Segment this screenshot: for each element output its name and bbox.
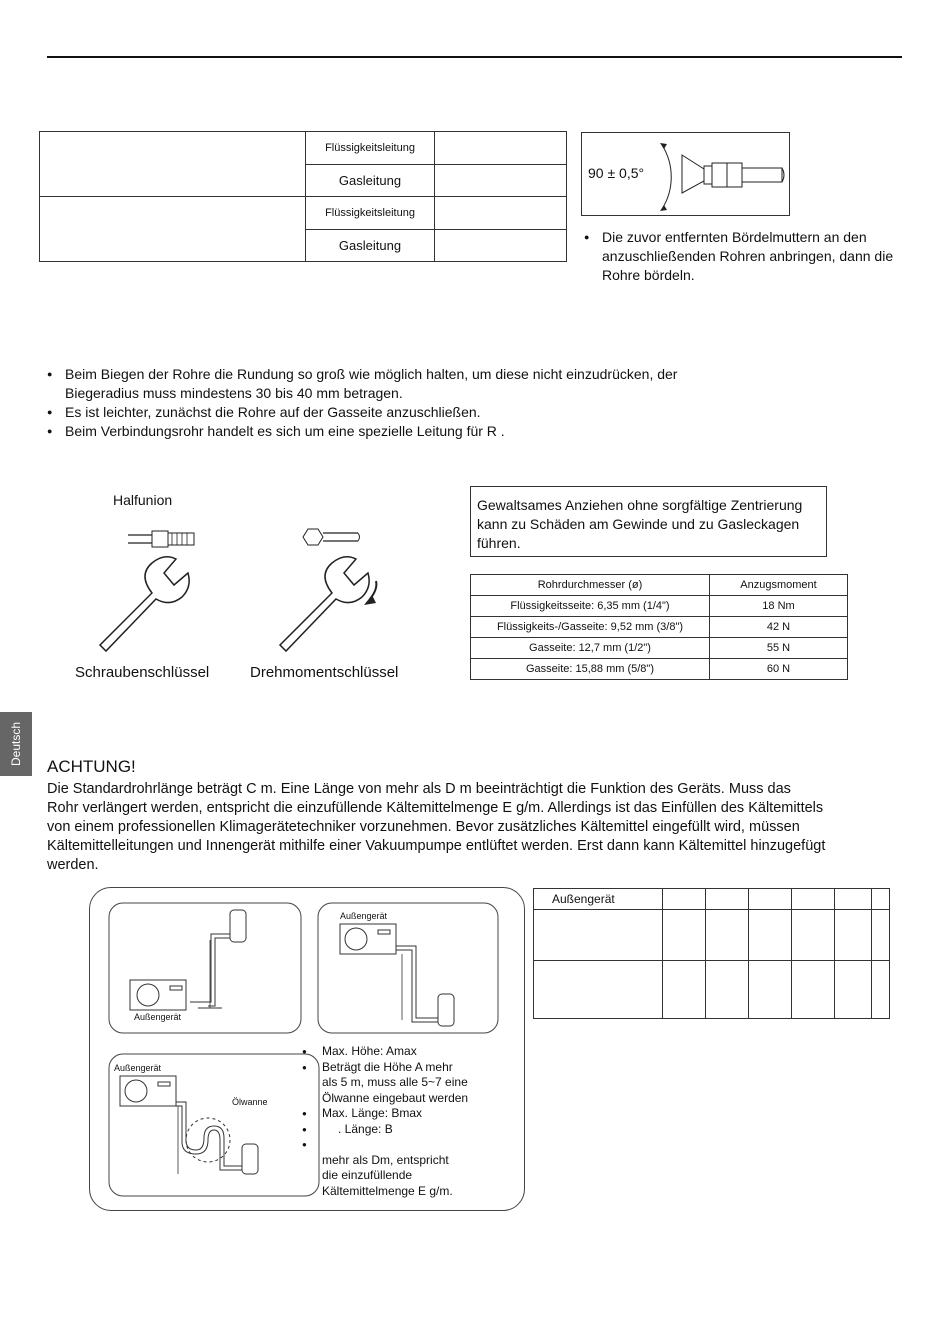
bending-bullet: ● Es ist leichter, zunächst die Rohre auf der Gasseite anzuschließen. xyxy=(47,403,747,422)
pipe-table-line-cell: Gasleitung xyxy=(306,230,435,262)
bending-bullet: ● Beim Biegen der Rohre die Rundung so groß wie möglich halten, um diese nicht einzudrücken, der Biegeradius muss mindestens 30 bis 40 mm betragen. xyxy=(47,365,747,403)
install-note: ● Max. Länge: Bmax xyxy=(302,1106,423,1120)
language-tab xyxy=(0,712,32,776)
pipe-table-line-cell: Gasleitung xyxy=(306,165,435,197)
unit-table-cell xyxy=(534,910,663,961)
unit-table-cell xyxy=(792,889,835,910)
halfunion-label: Halfunion xyxy=(113,492,173,508)
unit-table-cell xyxy=(706,889,749,910)
torque-table-cell: 42 N xyxy=(710,617,848,638)
warning-box: Gewaltsames Anziehen ohne sorgfältige Zentrierung kann zu Schäden am Gewinde und zu Gasleckagen führen. xyxy=(470,486,827,557)
torque-table-cell: 18 Nm xyxy=(710,596,848,617)
torque-table-cell: 55 N xyxy=(710,638,848,659)
pipe-table-size-cell xyxy=(435,132,567,165)
unit-table-cell xyxy=(835,889,872,910)
torque-table-cell: Flüssigkeitsseite: 6,35 mm (1/4") xyxy=(471,596,710,617)
torque-table xyxy=(470,574,848,680)
unit-table-cell xyxy=(792,961,835,1019)
flare-angle-label: 90 ± 0,5° xyxy=(588,165,645,181)
flare-bullet: ● Die zuvor entfernten Bördelmuttern an den anzuschließenden Rohren anbringen, dann die Rohre bördeln. xyxy=(584,228,904,285)
unit-table-cell xyxy=(872,961,890,1019)
wrench-illustration xyxy=(60,515,440,665)
unit-table-cell xyxy=(663,961,706,1019)
torque-table-cell: 60 N xyxy=(710,659,848,680)
install-note: Ölwanne eingebaut werden xyxy=(322,1090,469,1105)
pipe-table-size-cell xyxy=(435,197,567,230)
install-note: ● Max. Höhe: Amax xyxy=(302,1044,417,1058)
unit-table-cell xyxy=(706,961,749,1019)
torque-wrench-label: Drehmomentschlüssel xyxy=(250,664,399,681)
caution-title: ACHTUNG! xyxy=(47,757,136,776)
oil-trap-label: Ölwanne xyxy=(232,1097,268,1107)
caution-line: Die Standardrohrlänge beträgt C m. Eine Länge von mehr als D m beeinträchtigt die Funktion des Geräts. Muss das xyxy=(47,781,791,797)
install-note: ● xyxy=(302,1140,307,1149)
unit-table-cell xyxy=(872,910,890,961)
torque-table-header: Rohrdurchmesser (ø) xyxy=(471,575,710,596)
torque-table-header: Anzugsmoment xyxy=(710,575,848,596)
flare-diagram xyxy=(581,132,790,216)
language-tab-label: Deutsch xyxy=(9,721,23,767)
pipe-table-line-cell: Flüssigkeitsleitung xyxy=(306,132,435,165)
pipe-table-model-cell xyxy=(40,132,306,197)
install-note: als 5 m, muss alle 5~7 eine xyxy=(322,1075,468,1089)
installation-notes xyxy=(302,1044,522,1199)
caution-line: werden. xyxy=(47,857,99,873)
unit-table-header: Außengerät xyxy=(534,889,663,910)
torque-table-cell: Flüssigkeits-/Gasseite: 9,52 mm (3/8") xyxy=(471,617,710,638)
installation-diagram-frame xyxy=(89,887,525,1211)
pipe-table-model-cell xyxy=(40,197,306,262)
unit-table-cell xyxy=(872,889,890,910)
pipe-table-line-cell: Flüssigkeitsleitung xyxy=(306,197,435,230)
unit-table-cell xyxy=(835,910,872,961)
install-note: ● . Länge: B xyxy=(302,1121,393,1136)
unit-table-cell xyxy=(663,889,706,910)
install-note: ● Beträgt die Höhe A mehr xyxy=(302,1059,453,1074)
caution-line: Rohr verlängert werden, entspricht die einzufüllende Kältemittelmenge E g/m. Allerdings ist das Einfüllen des Kältemittels xyxy=(47,800,824,816)
flare-bullet-list xyxy=(584,228,904,285)
caution-line: Kältemittelleitungen und Innengerät mithilfe einer Vakuumpumpe entlüftet werden. Erst dann kann Kältemittel hinzugefügt xyxy=(47,838,826,854)
torque-table-cell: Gasseite: 12,7 mm (1/2") xyxy=(471,638,710,659)
torque-table-cell: Gasseite: 15,88 mm (5/8") xyxy=(471,659,710,680)
unit-table-cell xyxy=(534,961,663,1019)
pipe-size-table xyxy=(39,131,567,262)
unit-table-cell xyxy=(706,910,749,961)
header-rule xyxy=(47,56,902,58)
unit-table-cell xyxy=(792,910,835,961)
pipe-table-size-cell xyxy=(435,230,567,262)
outdoor-unit-label: Außengerät xyxy=(114,1063,162,1073)
unit-table-cell xyxy=(835,961,872,1019)
pipe-table-size-cell xyxy=(435,165,567,197)
install-note: die einzufüllende xyxy=(322,1168,413,1182)
install-note: Kältemittelmenge E g/m. xyxy=(322,1183,453,1198)
install-note: mehr als Dm, entspricht xyxy=(322,1152,449,1167)
outdoor-unit-label: Außengerät xyxy=(134,1012,182,1022)
bending-bullet-list xyxy=(47,365,747,441)
bending-bullet: ● Beim Verbindungsrohr handelt es sich um eine spezielle Leitung für R . xyxy=(47,422,747,441)
outdoor-unit-label: Außengerät xyxy=(340,911,388,921)
unit-table-cell xyxy=(749,910,792,961)
spanner-label: Schraubenschlüssel xyxy=(75,664,210,681)
outdoor-unit-table xyxy=(533,888,890,1019)
caution-line: von einem professionellen Klimagerätetechniker vorzunehmen. Bevor zusätzliches Kältemittel eingefüllt wird, müssen xyxy=(47,819,800,835)
unit-table-cell xyxy=(749,889,792,910)
caution-text xyxy=(47,780,917,875)
unit-table-cell xyxy=(663,910,706,961)
unit-table-cell xyxy=(749,961,792,1019)
